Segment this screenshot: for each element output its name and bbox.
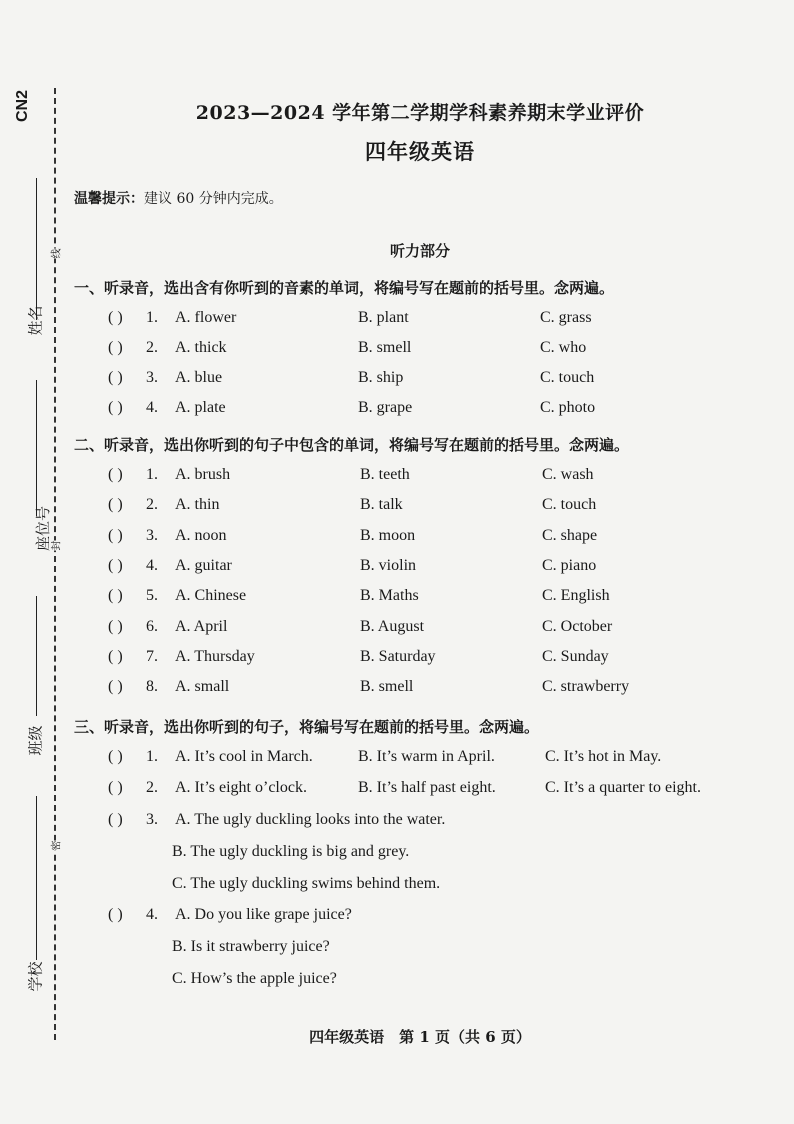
option-a: A. Thursday xyxy=(175,648,255,665)
option-c: C. Sunday xyxy=(542,648,609,665)
question-number: 7. xyxy=(146,648,158,665)
name-label: 姓名 xyxy=(26,305,45,336)
option-c: C. touch xyxy=(540,369,595,386)
section-2-title: 二、听录音，选出你听到的句子中包含的单词，将编号写在题前的括号里。念两遍。 xyxy=(74,436,630,454)
option-c: C. touch xyxy=(542,496,597,513)
option-a: A. Chinese xyxy=(175,587,247,604)
answer-blank[interactable]: ( ) xyxy=(108,527,123,544)
question-number: 1. xyxy=(146,748,158,765)
tip-label: 温馨提示： xyxy=(74,191,144,207)
question-number: 2. xyxy=(146,339,158,356)
option-a: A. small xyxy=(175,678,230,695)
exam-title: 2023—2024 学年第二学期学科素养期末学业评价 xyxy=(195,102,645,124)
option-a: A. brush xyxy=(175,466,231,483)
option-c: C. strawberry xyxy=(542,678,630,695)
seat-label: 座位号 xyxy=(34,505,53,552)
answer-blank[interactable]: ( ) xyxy=(108,309,123,326)
option-a: A. guitar xyxy=(175,557,232,574)
option-c: C. photo xyxy=(540,399,596,416)
exam-subtitle: 四年级英语 xyxy=(365,139,475,164)
question-number: 2. xyxy=(146,496,158,513)
option-b: B. It’s half past eight. xyxy=(358,779,496,796)
answer-blank[interactable]: ( ) xyxy=(108,496,123,513)
option-a: A. blue xyxy=(175,369,223,386)
option-b: B. talk xyxy=(360,496,403,513)
option-c: C. The ugly duckling swims behind them. xyxy=(172,875,441,892)
question-number: 8. xyxy=(146,678,158,695)
answer-blank[interactable]: ( ) xyxy=(108,678,123,695)
answer-blank[interactable]: ( ) xyxy=(108,748,123,765)
option-b: B. grape xyxy=(358,399,413,416)
question-number: 3. xyxy=(146,527,158,544)
option-a: A. plate xyxy=(175,399,226,416)
option-b: B. The ugly duckling is big and grey. xyxy=(172,843,410,860)
answer-blank[interactable]: ( ) xyxy=(108,811,123,828)
option-c: C. wash xyxy=(542,466,594,483)
binding-dashed-line xyxy=(54,88,56,1040)
paper-code: CN2 xyxy=(14,89,31,122)
option-c: C. shape xyxy=(542,527,598,544)
class-label: 班级 xyxy=(26,725,45,756)
section-3-title: 三、听录音，选出你听到的句子，将编号写在题前的括号里。念两遍。 xyxy=(74,718,540,736)
answer-blank[interactable]: ( ) xyxy=(108,587,123,604)
answer-blank[interactable]: ( ) xyxy=(108,557,123,574)
part-heading: 听力部分 xyxy=(389,242,450,260)
option-a: A. The ugly duckling looks into the water. xyxy=(175,811,446,828)
tip-text: 建议 60 分钟内完成。 xyxy=(144,191,283,207)
bind-word-line: 线 xyxy=(48,249,63,259)
option-b: B. violin xyxy=(360,557,417,574)
option-a: A. noon xyxy=(175,527,227,544)
option-a: A. It’s eight o’clock. xyxy=(175,779,307,796)
option-b: B. smell xyxy=(358,339,412,356)
question-number: 4. xyxy=(146,399,158,416)
option-c: C. October xyxy=(542,618,613,635)
option-b: B. plant xyxy=(358,309,409,326)
answer-blank[interactable]: ( ) xyxy=(108,466,123,483)
answer-blank[interactable]: ( ) xyxy=(108,779,123,796)
question-number: 6. xyxy=(146,618,158,635)
option-b: B. ship xyxy=(358,369,404,386)
section-1-title: 一、听录音，选出含有你听到的音素的单词，将编号写在题前的括号里。念两遍。 xyxy=(74,279,615,297)
page-footer: 四年级英语 第 1 页（共 6 页） xyxy=(309,1028,531,1046)
option-a: A. Do you like grape juice? xyxy=(175,906,352,923)
option-c: C. English xyxy=(542,587,610,604)
question-number: 1. xyxy=(146,309,158,326)
school-label: 学校 xyxy=(26,961,45,992)
option-b: B. August xyxy=(360,618,425,635)
option-b: B. smell xyxy=(360,678,414,695)
option-b: B. Is it strawberry juice? xyxy=(172,938,330,955)
answer-blank[interactable]: ( ) xyxy=(108,369,123,386)
question-number: 4. xyxy=(146,906,158,923)
option-a: A. thin xyxy=(175,496,220,513)
option-c: C. How’s the apple juice? xyxy=(172,970,337,987)
option-c: C. It’s a quarter to eight. xyxy=(545,779,701,796)
option-c: C. grass xyxy=(540,309,592,326)
answer-blank[interactable]: ( ) xyxy=(108,399,123,416)
bind-word-seal: 封 xyxy=(48,541,63,551)
bind-word-secret: 密 xyxy=(48,841,63,851)
option-b: B. It’s warm in April. xyxy=(358,748,495,765)
option-c: C. It’s hot in May. xyxy=(545,748,662,765)
answer-blank[interactable]: ( ) xyxy=(108,618,123,635)
question-number: 5. xyxy=(146,587,158,604)
option-b: B. Saturday xyxy=(360,648,436,665)
tip xyxy=(74,188,283,208)
answer-blank[interactable]: ( ) xyxy=(108,339,123,356)
question-number: 3. xyxy=(146,369,158,386)
option-b: B. moon xyxy=(360,527,416,544)
question-number: 1. xyxy=(146,466,158,483)
question-number: 4. xyxy=(146,557,158,574)
option-a: A. thick xyxy=(175,339,227,356)
option-c: C. piano xyxy=(542,557,597,574)
answer-blank[interactable]: ( ) xyxy=(108,906,123,923)
option-c: C. who xyxy=(540,339,587,356)
option-b: B. teeth xyxy=(360,466,410,483)
question-number: 2. xyxy=(146,779,158,796)
option-a: A. flower xyxy=(175,309,237,326)
option-a: A. April xyxy=(175,618,228,635)
answer-blank[interactable]: ( ) xyxy=(108,648,123,665)
option-b: B. Maths xyxy=(360,587,419,604)
option-a: A. It’s cool in March. xyxy=(175,748,313,765)
question-number: 3. xyxy=(146,811,158,828)
